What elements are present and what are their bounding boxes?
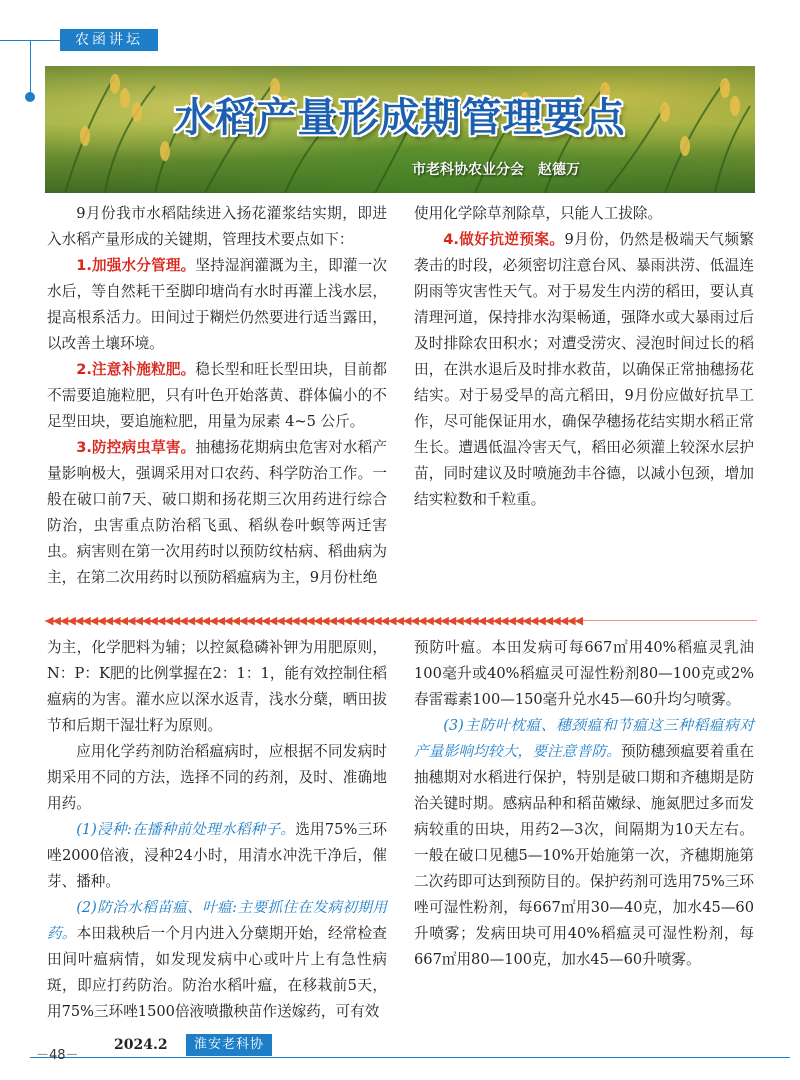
lower-paragraph-4: [47, 895, 387, 1025]
byline: [412, 159, 580, 179]
lower-paragraph-3-heading: (1)浸种:在播种前处理水稻种子。: [76, 821, 296, 838]
section-1: [47, 253, 387, 357]
header-dot: [25, 92, 35, 102]
section-4: [414, 227, 754, 513]
lower-paragraph-3-body: 选用75%三环唑2000倍液，浸种24小时，用清水冲洗干净后，催芽、播种。: [47, 821, 388, 890]
lower-paragraph-5-heading: (3)主防叶枕瘟、穗颈瘟和节瘟这三种稻瘟病对产量影响均较大，要注意普防。: [414, 717, 754, 760]
lower-paragraph-3: [47, 817, 387, 895]
lower-paragraph-5-body: 预防穗颈瘟要着重在抽穗期对水稻进行保护，特别是破口期和齐穗期是防治关键时期。感病品种和稻苗嫩绿、施氮肥过多而发病较重的田块，用药2—3次，间隔期为10天左右。一般在破口见穗5—10%开始施第一次，齐穗期施第二次药即可达到预防目的。保护药剂可选用75%三环唑可湿性粉剂，每667㎡用30—40克，加水45—60升喷雾；发病田块可用40%稻瘟灵可湿性粉剂，每667㎡用80—100克，加水45—60升喷雾。: [414, 743, 754, 968]
section-2-heading: 2.注意补施粒肥。: [76, 361, 196, 378]
section-3-body: 抽穗扬花期病虫危害对水稻产量影响极大，强调采用对口农药、科学防治工作。一般在破口前7天、破口期和扬花期三次用药进行综合防治，虫害重点防治稻飞虱、稻纵卷叶螟等两迁害虫。病害则在第一次用药时以预防纹枯病、稻曲病为主，在第二次用药时以预防稻瘟病为主，9月份杜绝: [47, 439, 387, 586]
section-1-heading: 1.加强水分管理。: [76, 257, 196, 274]
column-tag: 农函讲坛: [60, 29, 158, 51]
lower-paragraph-1: 为主，化学肥料为辅；以控氮稳磷补钾为用肥原则，N：P：K肥的比例掌握在2：1：1，能有效控制住稻瘟病的为害。灌水应以深水返青，浅水分蘖，晒田拔节和后期干湿壮籽为原则。: [47, 639, 387, 734]
section-2-body: 稳长型和旺长型田块，目前都不需要追施粒肥，只有叶色开始落黄、群体偏小的不足型田块，要追施粒肥，用量为尿素 4~5 公斤。: [47, 361, 387, 430]
footer-rule: [30, 1057, 790, 1058]
author-organization: 市老科协农业分会: [412, 162, 524, 178]
journal-name: 淮安老科协: [186, 1034, 272, 1056]
page-number: －48－: [36, 1048, 79, 1063]
continued-text: 预防叶瘟。本田发病可每667㎡用40%稻瘟灵乳油100毫升或40%稻瘟灵可湿性粉剂80—100克或2%春雷霉素100—150毫升兑水45—60升均匀喷雾。: [414, 639, 754, 708]
issue-number: 2024.2: [114, 1037, 168, 1053]
article-title: 水稻产量形成期管理要点: [174, 95, 626, 141]
section-3: [47, 435, 387, 591]
section-divider: ◀◀◀◀◀◀◀◀◀◀◀◀◀◀◀◀◀◀◀◀◀◀◀◀◀◀◀◀◀◀◀◀◀◀◀◀◀◀◀◀◀◀◀◀◀◀◀◀◀◀◀◀◀◀◀◀◀◀◀◀◀◀◀◀◀◀◀◀◀◀◀◀: [45, 614, 583, 627]
intro-paragraph: 9月份我市水稻陆续进入扬花灌浆结实期，即进入水稻产量形成的关键期，管理技术要点如下：: [47, 205, 387, 248]
lower-paragraph-2: 应用化学药剂防治稻瘟病时，应根据不同发病时期采用不同的方法，选择不同的药剂，及时、准确地用药。: [47, 743, 387, 812]
section-2: [47, 357, 387, 435]
header-rule-vertical: [30, 40, 31, 98]
lower-paragraph-5: [414, 713, 754, 973]
lower-column-right: [414, 635, 754, 973]
lower-paragraph-4-body: 本田栽秧后一个月内进入分蘖期开始，经常检查田间叶瘟病情，如发现发病中心或叶片上有急性病斑，即应打药防治。防治水稻叶瘟，在移栽前5天，用75%三环唑1500倍液喷撒秧苗作送嫁药，可有效: [47, 925, 387, 1020]
author-name: 赵德万: [538, 162, 580, 178]
article-column-right: [414, 201, 754, 513]
section-4-body: 9月份，仍然是极端天气频繁袭击的时段，必须密切注意台风、暴雨洪涝、低温连阴雨等灾害性天气。对于易发生内涝的稻田，要认真清理河道，保持排水沟渠畅通，强降水或大暴雨过后及时排除农田积水；对遭受涝灾、浸泡时间过长的稻田，在洪水退后及时排水救苗，以确保正常抽穗扬花结实。对于易受旱的高亢稻田，9月份应做好抗旱工作，尽可能保证用水，确保孕穗扬花结实期水稻正常生长。遭遇低温冷害天气，稻田必须灌上较深水层护苗，同时建议及时喷施劲丰谷德，以减小包颈，增加结实粒数和千粒重。: [414, 231, 754, 508]
title-banner: [45, 66, 755, 193]
section-3-heading: 3.防控病虫草害。: [76, 439, 196, 456]
section-1-body: 坚持湿润灌溉为主，即灌一次水后，等自然耗干至脚印塘尚有水时再灌上浅水层，提高根系活力。田间过于糊烂仍然要进行适当露田，以改善土壤环境。: [47, 257, 387, 352]
section-4-heading: 4.做好抗逆预案。: [443, 231, 565, 248]
lower-column-left: [47, 635, 387, 1025]
lower-paragraph-4-heading: (2)防治水稻苗瘟、叶瘟:主要抓住在发病初期用药。: [47, 899, 387, 942]
continued-text: 使用化学除草剂除草，只能人工拔除。: [414, 205, 663, 222]
article-column-left: [47, 201, 387, 591]
